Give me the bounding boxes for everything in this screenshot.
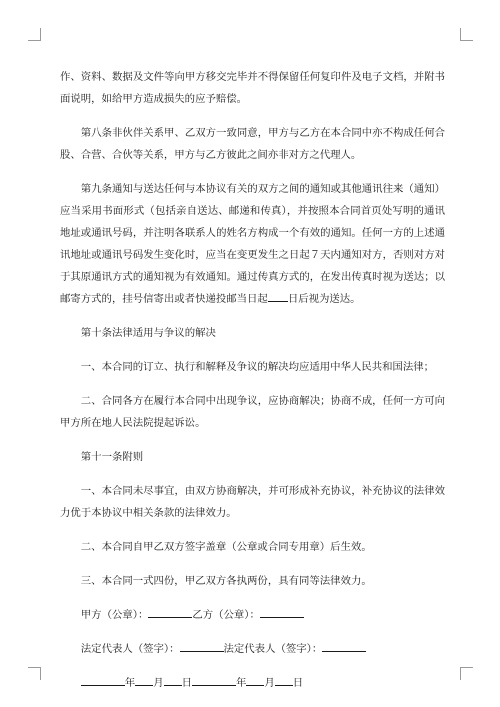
party-a-blank	[148, 604, 192, 618]
year-b-blank	[192, 672, 236, 686]
crop-mark-top-right	[460, 28, 473, 41]
year-a-label: 年	[124, 677, 136, 689]
article-9-text-end: 日后视为送达。	[287, 293, 361, 305]
month-b-blank	[246, 672, 264, 686]
document-body	[60, 66, 445, 706]
article-10-heading: 第十条法律适用与争议的解决	[80, 327, 216, 339]
day-a-blank	[164, 672, 182, 686]
rep-b-label: 法定代表人（签字）：	[223, 643, 323, 655]
rep-a-blank	[180, 638, 224, 652]
month-a-label: 月	[153, 677, 164, 689]
article-10-clause-1: 一、本合同的订立、执行和解释及争议的解决均应适用中华人民共和国法律；	[80, 361, 435, 373]
article-9-text: 第九条通知与送达任何与本协议有关的双方之间的通知或其他通讯往来（通知）应当采用书面形式（包括亲自送达、邮递和传真），并按照本合同首页处写明的通讯地址或通讯号码，并注明各联系人的姓名方构成一个有效的通知。任何一方的上述通讯地址或通讯号码发生变化时，应当在变更发生之日起７天内通知对方，否则对方对于其原通讯方式的通知视为有效通知。通过传真方式的，在发出传真时视为送达；以邮寄方式的，挂号信寄出或者快递投邮当日起	[60, 183, 445, 305]
rep-a-label: 法定代表人（签字）：	[80, 643, 180, 655]
article-11-clause-3: 三、本合同一式四份，甲乙双方各执两份，具有同等法律效力。	[80, 575, 372, 587]
month-a-blank	[135, 672, 153, 686]
article-9-paragraph	[60, 178, 445, 310]
month-b-label: 月	[264, 677, 275, 689]
rep-b-blank	[322, 638, 366, 652]
party-seal-line	[60, 604, 445, 626]
year-a-blank	[81, 672, 125, 686]
article-8-paragraph: 第八条非伙伴关系甲、乙双方一致同意，甲方与乙方在本合同中亦不构成任何合股、合营、合伙等关系，甲方与乙方彼此之间亦非对方之代理人。	[60, 127, 445, 161]
article-11-clause-1: 一、本合同未尽事宜，由双方协商解决，并可形成补充协议，补充协议的法律效力优于本协议中相关条款的法律效力。	[60, 485, 445, 519]
party-b-blank	[260, 604, 304, 618]
article-11-clause-2: 二、本合同自甲乙双方签字盖章（公章或合同专用章）后生效。	[80, 541, 372, 553]
crop-mark-bottom-left	[28, 667, 41, 680]
party-a-label: 甲方（公章）：	[80, 609, 149, 621]
days-blank	[268, 288, 288, 302]
day-b-blank	[275, 672, 293, 686]
date-line	[60, 672, 445, 694]
day-b-label: 日	[292, 677, 304, 689]
crop-mark-top-left	[28, 28, 41, 41]
paragraph-continuation: 作、资料、数据及文件等向甲方移交完毕并不得保留任何复印件及电子文档，并附书面说明，如给甲方造成损失的应予赔偿。	[60, 71, 445, 105]
article-11-heading: 第十一条附则	[80, 451, 144, 463]
year-b-label: 年	[235, 677, 247, 689]
article-10-clause-2: 二、合同各方在履行本合同中出现争议，应协商解决；协商不成，任何一方可向甲方所在地人民法院提起诉讼。	[60, 395, 445, 429]
day-a-label: 日	[181, 677, 192, 689]
party-b-label: 乙方（公章）：	[192, 609, 260, 621]
representative-line	[60, 638, 445, 660]
crop-mark-bottom-right	[460, 667, 473, 680]
